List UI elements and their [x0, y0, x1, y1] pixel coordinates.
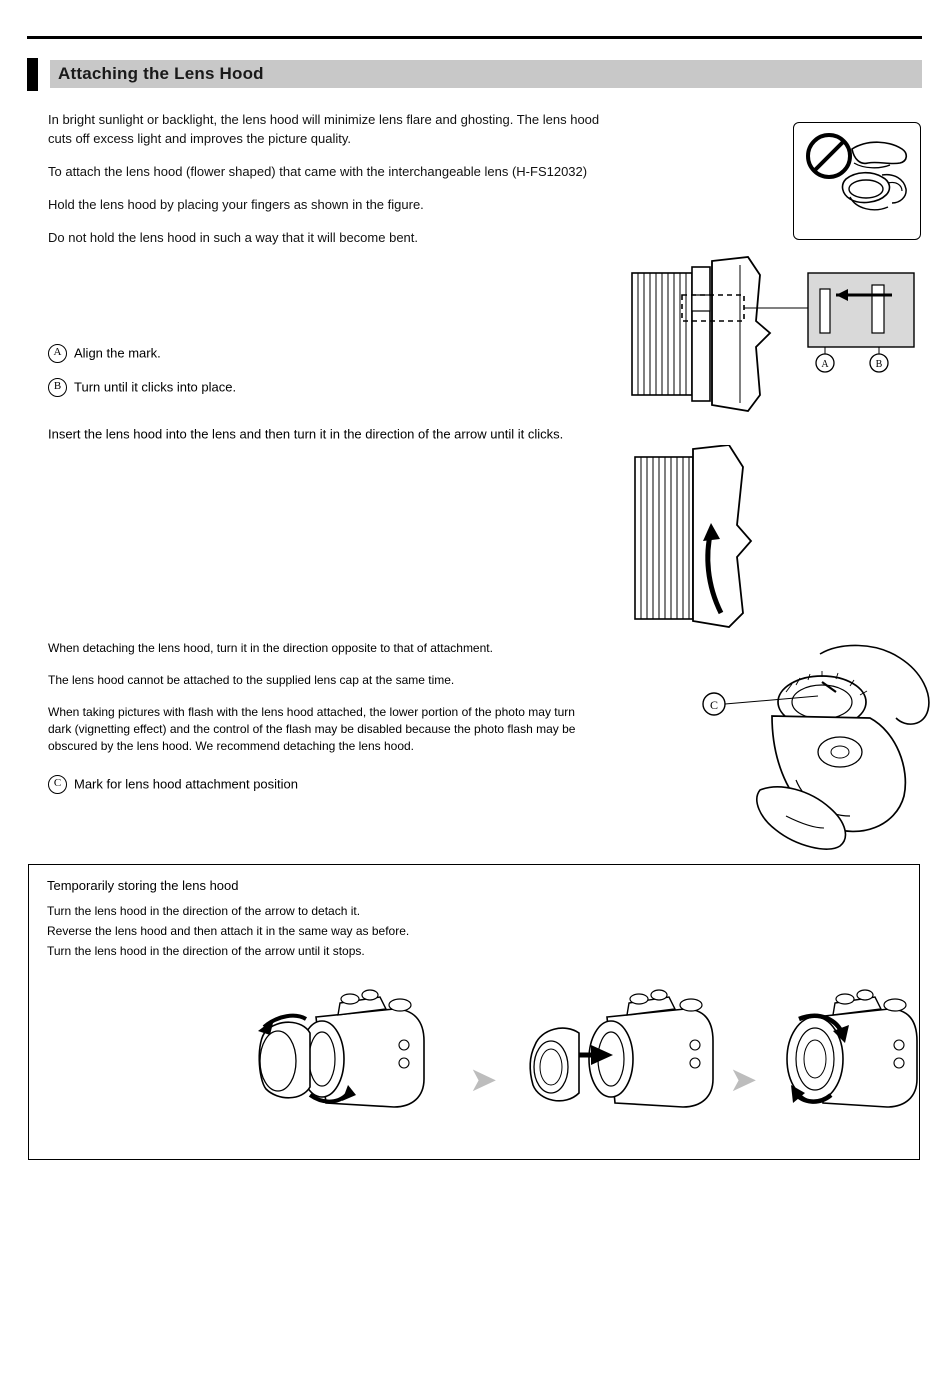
- body-text-column: [48, 110, 608, 261]
- lens-hood-rotate-illustration: [625, 445, 805, 630]
- instruction-insert-hood-text: Insert the lens hood into the lens and then turn it in the direction of the arrow until it clicks.: [48, 426, 564, 442]
- note-1-text: When detaching the lens hood, turn it in the direction opposite to that of attachment.: [48, 641, 493, 655]
- legend-item-a: [48, 344, 608, 363]
- figure-box-caption: Temporarily storing the lens hood: [47, 878, 239, 893]
- top-rule: [27, 36, 922, 39]
- camera-step-3-illustration: [769, 975, 919, 1140]
- figure-step-3: Turn the lens hood in the direction of the arrow until it stops.: [47, 944, 365, 958]
- temporary-storage-figure-box: [28, 864, 920, 1160]
- svg-text:B: B: [875, 359, 883, 370]
- figure-arrow-1: ➤: [469, 1061, 498, 1099]
- do-not-bend-illustration: [794, 123, 919, 238]
- figure-arrow-2: ➤: [729, 1061, 758, 1099]
- svg-text:C: C: [709, 698, 719, 712]
- lens-hood-position-mark-illustration: [700, 640, 940, 855]
- instruction-insert-hood: [48, 425, 608, 444]
- circled-letter-b-icon: B: [48, 378, 67, 397]
- intro-paragraph-1: In bright sunlight or backlight, the lens hood will minimize lens flare and ghosting. The lens hood cuts off excess light and improves the picture quality.: [48, 112, 600, 146]
- camera-step-2-illustration: [519, 975, 714, 1140]
- note-2: [48, 672, 593, 689]
- note-1: [48, 640, 593, 657]
- circled-letter-a-icon: A: [48, 344, 67, 363]
- legend-item-b: [48, 378, 608, 397]
- legend-label-a: Align the mark.: [74, 345, 161, 361]
- do-not-bend-warning-box: [793, 122, 921, 240]
- figure-step-1: Turn the lens hood in the direction of the arrow to detach it.: [47, 904, 361, 918]
- note-3: [48, 704, 593, 755]
- intro-paragraph-3: Hold the lens hood by placing your fingers as shown in the figure.: [48, 197, 424, 212]
- intro-paragraph-4: Do not hold the lens hood in such a way that it will become bent.: [48, 230, 418, 245]
- figure-step-2: Reverse the lens hood and then attach it in the same way as before.: [47, 924, 410, 938]
- note-3-text: When taking pictures with flash with the lens hood attached, the lower portion of the photo may turn dark (vignetting effect) and the control of the flash may be disabled because the photo flash may be obscured by the lens hood. We recommend detaching the lens hood.: [48, 705, 576, 753]
- intro-paragraph-2: To attach the lens hood (flower shaped) that came with the interchangeable lens (H-FS12032): [48, 164, 588, 179]
- legend-label-b: Turn until it clicks into place.: [74, 379, 237, 395]
- page-title: Attaching the Lens Hood: [58, 64, 264, 83]
- camera-step-1-illustration: [244, 975, 439, 1140]
- lens-hood-alignment-illustration: [620, 255, 925, 420]
- heading-tab-marker: [27, 58, 38, 91]
- legend-item-c: [48, 775, 608, 794]
- legend-label-c: Mark for lens hood attachment position: [74, 776, 299, 792]
- note-2-text: The lens hood cannot be attached to the supplied lens cap at the same time.: [48, 673, 455, 687]
- svg-text:A: A: [821, 359, 829, 370]
- circled-letter-c-icon: C: [48, 775, 67, 794]
